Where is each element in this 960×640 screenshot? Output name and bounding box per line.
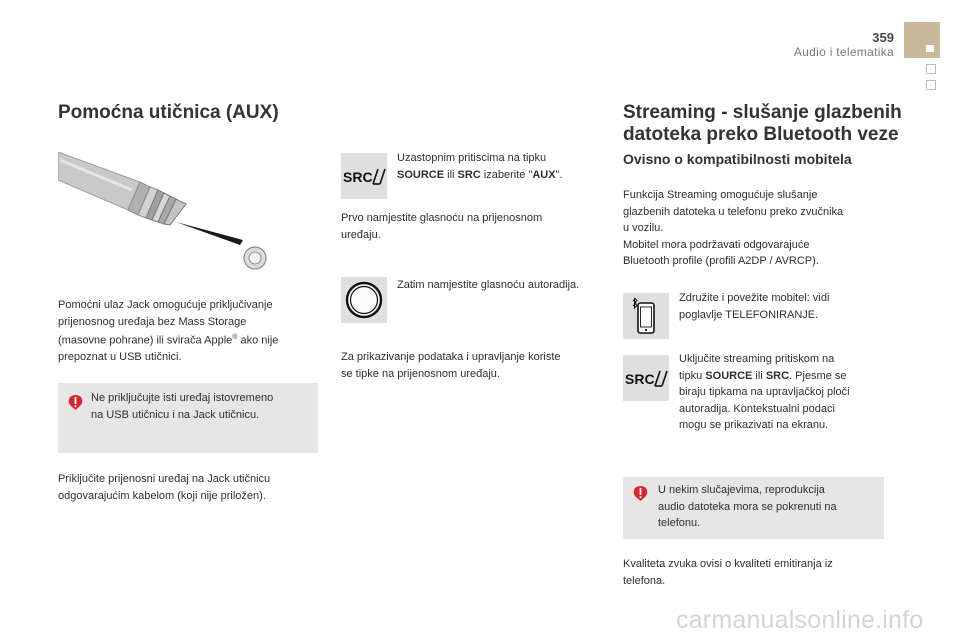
compatibility-subtitle: Ovisno o kompatibilnosti mobitela [623, 151, 852, 167]
warning-text-streaming: U nekim slučajevima, reprodukcija audio datoteka mora se pokrenuti na telefonu. [658, 484, 837, 529]
phone-tile [623, 293, 669, 339]
page-number: 359 [872, 30, 894, 45]
src-button-tile [341, 153, 387, 199]
stream-instruction: Uključite streaming pritiskom na tipku SOURCE ili SRC. Pjesme se biraju tipkama na upravljačkoj ploči autoradija. Kontekstualni podaci mogu se prikazivati na ekranu. [679, 353, 850, 431]
aux-section-title: Pomoćna utičnica (AUX) [58, 102, 279, 123]
src-button-icon [624, 368, 668, 388]
pair-instruction: Združite i povežite mobitel: vidi poglavlje TELEFONIRANJE. [679, 292, 830, 321]
warning-box-streaming [623, 477, 884, 539]
warning-box-aux [58, 383, 318, 453]
src-button-icon [342, 166, 386, 186]
warning-icon [632, 485, 649, 501]
svg-text:SRC: SRC [625, 371, 655, 387]
svg-text:SRC: SRC [343, 169, 373, 185]
radio-volume-instruction: Zatim namjestite glasnoću autoradija. [397, 279, 580, 291]
src-button-tile-right [623, 355, 669, 401]
jack-plug-icon [58, 152, 318, 274]
volume-knob-icon [344, 280, 384, 320]
watermark: carmanualsonline.info [676, 606, 924, 634]
warning-icon [67, 394, 84, 410]
warning-text-aux: Ne priključujte isti uređaj istovremeno na USB utičnicu i na Jack utičnicu. [91, 392, 274, 421]
jack-illustration [58, 152, 318, 274]
sound-quality-note: Kvaliteta zvuka ovisi o kvaliteti emitiranja iz telefona. [623, 558, 833, 587]
section-name: Audio i telematika [793, 45, 894, 59]
chapter-tab [904, 22, 940, 58]
connect-instruction: Priključite prijenosni uređaj na Jack utičnicu odgovarajućim kabelom (koji nije priložen). [58, 473, 271, 502]
chapter-tab-box [926, 80, 936, 90]
chapter-tab-box [926, 64, 936, 74]
display-instruction: Za prikazivanje podataka i upravljanje koriste se tipke na prijenosnom uređaju. [341, 351, 561, 380]
src-instruction: Uzastopnim pritiscima na tipku SOURCE ili SRC izaberite "AUX". [397, 152, 563, 181]
volume-knob-tile [341, 277, 387, 323]
device-volume-instruction: Prvo namjestite glasnoću na prijenosnom uređaju. [341, 212, 543, 241]
streaming-intro: Funkcija Streaming omogućuje slušanje glazbenih datoteka u telefonu preko zvučnika u vozilu. Mobitel mora podržavati odgovarajuće Bluetooth profile (profili A2DP / AVRCP). [623, 189, 844, 267]
mobile-phone-icon [631, 296, 661, 336]
jack-description: Pomoćni ulaz Jack omogućuje priključivanje prijenosnog uređaja bez Mass Storage (masovne pohrane) ili svirača Apple® ako nije prepoznat u USB utičnici. [58, 299, 279, 364]
streaming-section-title: Streaming - slušanje glazbenih datoteka preko Bluetooth veze [623, 102, 902, 145]
